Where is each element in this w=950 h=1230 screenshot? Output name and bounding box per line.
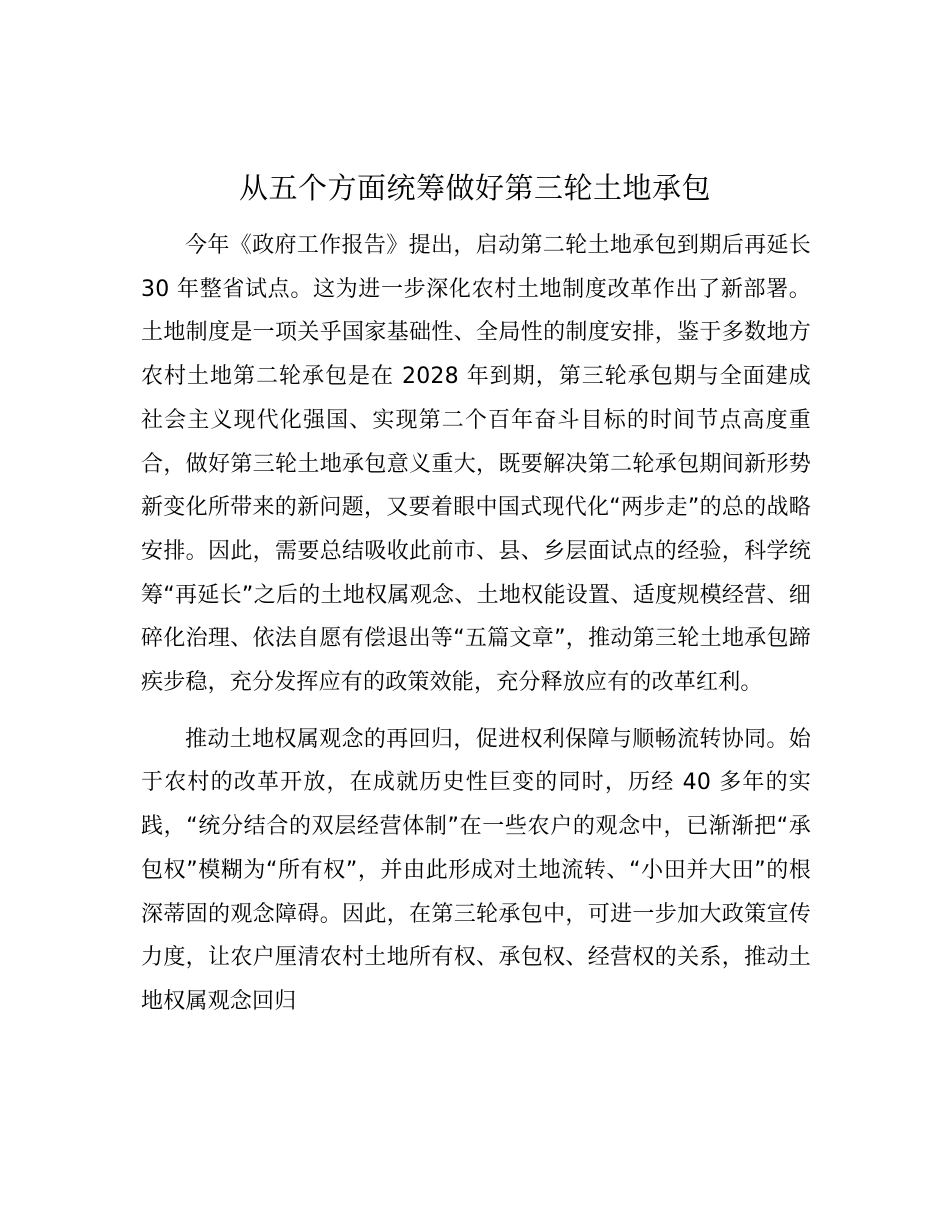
document-title: 从五个方面统筹做好第三轮土地承包 <box>238 171 711 205</box>
paragraph-intro: 今年《政府工作报告》提出，启动第二轮土地承包到期后再延长 30 年整省试点。这为进一步深化农村土地制度改革作出了新部署。土地制度是一项关乎国家基础性、全局性的制度安排，鉴于多数地方农村土地第二轮承包是在 2028 年到期，第三轮承包期与全面建成社会主义现代化强国、实现第二个百年奋斗目标的时间节点高度重合，做好第三轮土地承包意义重大，既要解决第二轮承包期间新形势新变化所带来的新问题，又要着眼中国式现代化“两步走”的总的战略安排。因此，需要总结吸收此前市、县、乡层面试点的经验，科学统筹“再延长”之后的土地权属观念、土地权能设置、适度规模经营、细碎化治理、依法自愿有偿退出等“五篇文章”，推动第三轮土地承包蹄疾步稳，充分发挥应有的政策效能，充分释放应有的改革红利。 <box>141 233 811 696</box>
document-body <box>141 224 811 1024</box>
paragraph-land-ownership: 推动土地权属观念的再回归，促进权利保障与顺畅流转协同。始于农村的改革开放，在成就历史性巨变的同时，历经 40 多年的实践，“统分结合的双层经营体制”在一些农户的观念中，已渐渐把“承包权”模糊为“所有权”，并由此形成对土地流转、“小田并大田”的根深蒂固的观念障碍。因此，在第三轮承包中，可进一步加大政策宣传力度，让农户厘清农村土地所有权、承包权、经营权的关系，推动土地权属观念回归 <box>141 726 811 1014</box>
